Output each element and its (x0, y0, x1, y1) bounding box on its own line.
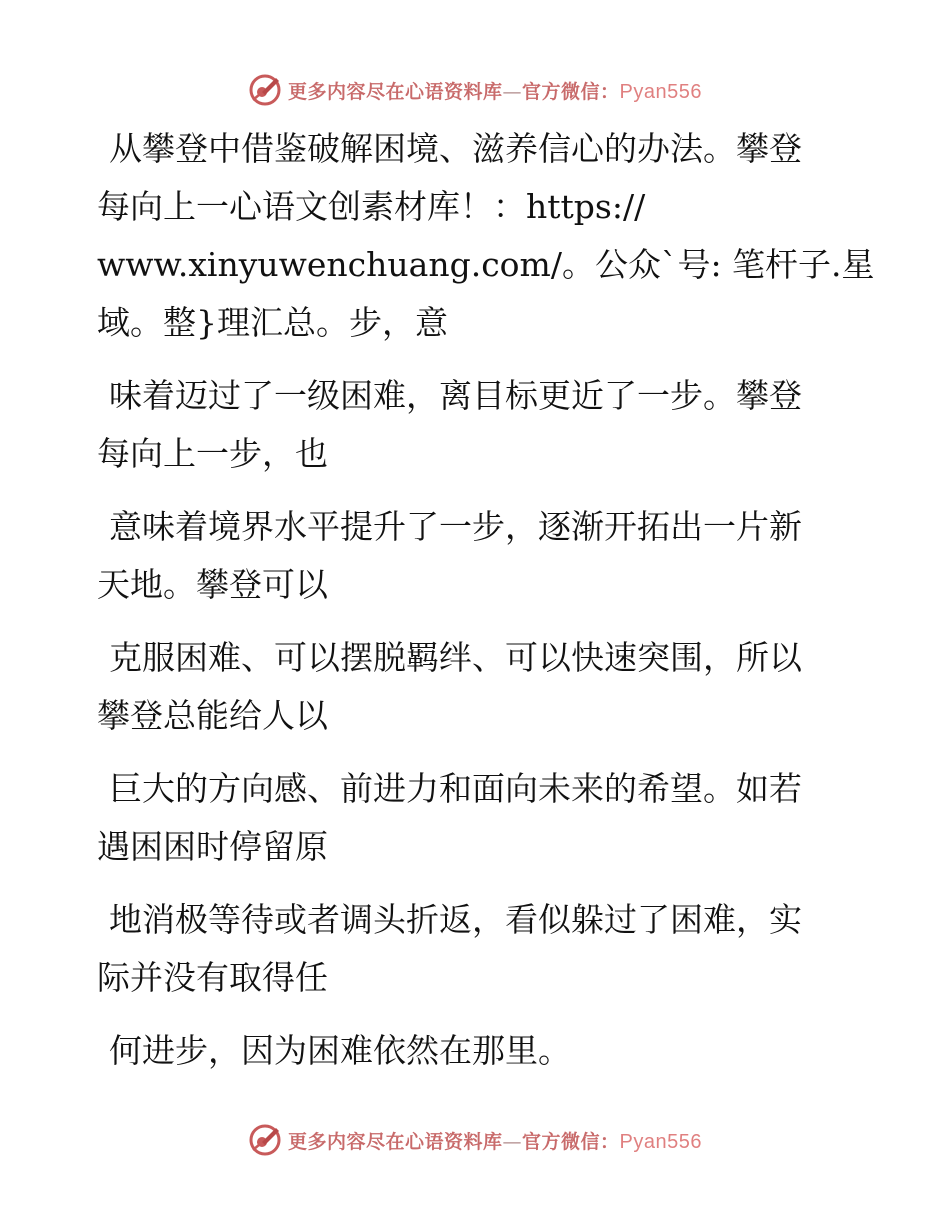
paragraph-2 (97, 367, 837, 483)
header-banner (0, 68, 950, 112)
text-line: 从攀登中借鉴破解困境、滋养信心的办法。攀登 (109, 129, 802, 168)
text-line: 何进步，因为困难依然在那里。 (109, 1031, 571, 1070)
quill-logo-icon (248, 73, 282, 107)
banner-separator: — (502, 1130, 523, 1153)
document-body (97, 120, 875, 1095)
text-line: 地消极等待或者调头折返，看似躲过了困难，实 (109, 900, 802, 939)
text-line: 域。整}理汇总。步，意 (97, 303, 448, 342)
banner-wechat-id: Pyan556 (619, 1130, 702, 1153)
text-line: 天地。攀登可以 (97, 565, 328, 604)
text-line: 克服困难、可以摆脱羁绊、可以快速突围，所以 (109, 638, 802, 677)
banner-text (288, 77, 702, 104)
paragraph-6 (97, 891, 837, 1007)
banner-wechat-label: 官方微信： (522, 1130, 620, 1153)
banner-wechat-label: 官方微信： (522, 80, 620, 103)
banner-title: 更多内容尽在心语资料库 (288, 1130, 503, 1153)
text-line: 巨大的方向感、前进力和面向未来的希望。如若 (109, 769, 802, 808)
text-line: 意味着境界水平提升了一步，逐渐开拓出一片新 (109, 507, 802, 546)
text-line: 际并没有取得任 (97, 958, 328, 997)
text-line: 每向上一心语文创素材库！：https:// (97, 187, 646, 226)
paragraph-7 (97, 1022, 837, 1080)
paragraph-5 (97, 760, 837, 876)
text-line: www.xinyuwenchuang.com/。公众`号: 笔杆子.星 (97, 245, 875, 284)
footer-banner (0, 1118, 950, 1162)
text-line: 每向上一步，也 (97, 434, 328, 473)
banner-wechat-id: Pyan556 (619, 80, 702, 103)
banner-text (288, 1127, 702, 1154)
text-line: 攀登总能给人以 (97, 696, 328, 735)
paragraph-1 (97, 120, 875, 352)
paragraph-4 (97, 629, 837, 745)
paragraph-3 (97, 498, 837, 614)
text-line: 遇困困时停留原 (97, 827, 328, 866)
quill-logo-icon (248, 1123, 282, 1157)
banner-title: 更多内容尽在心语资料库 (288, 80, 503, 103)
banner-separator: — (502, 80, 523, 103)
text-line: 味着迈过了一级困难，离目标更近了一步。攀登 (109, 376, 802, 415)
